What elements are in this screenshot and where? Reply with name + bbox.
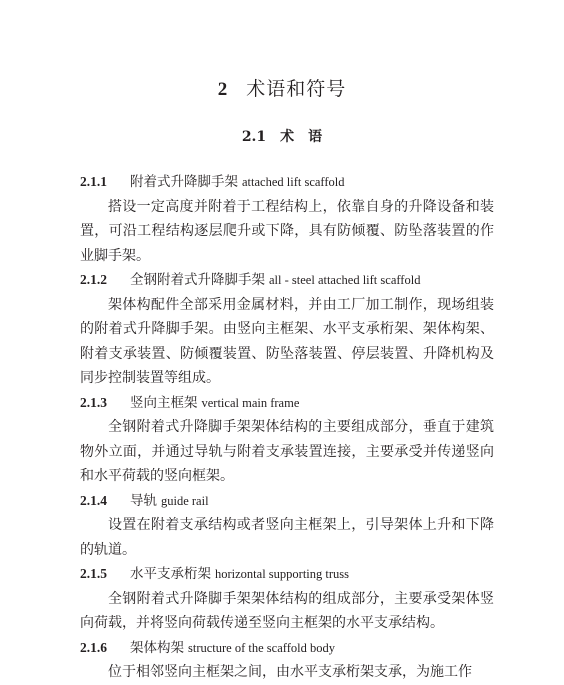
term-english: horizontal supporting truss xyxy=(215,567,350,581)
term-heading xyxy=(80,636,494,661)
term-definition: 全钢附着式升降脚手架架体结构的组成部分，主要承受架体竖向荷载，并将竖向荷载传递至竖向主框架的水平支承结构。 xyxy=(80,590,494,631)
term-definition: 架体构配件全部采用金属材料，并由工厂加工制作，现场组装的附着式升降脚手架。由竖向主框架、水平支承桁架、架体构架、附着支承装置、防倾覆装置、防坠落装置、停层装置、升降机构及同步控制装置等组成。 xyxy=(80,296,494,386)
term-heading xyxy=(80,562,494,587)
term-heading xyxy=(80,170,494,195)
term-number: 2.1.5 xyxy=(80,566,107,581)
term-definition: 设置在附着支承结构或者竖向主框架上，引导架体上升和下降的轨道。 xyxy=(80,517,494,558)
term-english: guide rail xyxy=(161,493,209,508)
term-definition: 搭设一定高度并附着于工程结构上，依靠自身的升降设备和装置，可沿工程结构逐层爬升或下降，具有防倾覆、防坠落装置的作业脚手架。 xyxy=(80,198,494,264)
term-english: attached lift scaffold xyxy=(242,175,345,189)
term-chinese: 水平支承桁架 xyxy=(130,566,211,582)
term-chinese: 导轨 xyxy=(130,492,157,509)
term-chinese: 全钢附着式升降脚手架 xyxy=(130,272,265,288)
chapter-heading xyxy=(0,74,564,101)
term-heading xyxy=(80,391,494,416)
section-number: 2.1 xyxy=(241,129,267,145)
term-number: 2.1.2 xyxy=(80,272,107,287)
term-heading xyxy=(80,489,494,514)
chapter-number: 2 xyxy=(217,79,229,100)
term-chinese: 附着式升降脚手架 xyxy=(130,174,238,190)
term-number: 2.1.3 xyxy=(80,394,107,410)
term-english: structure of the scaffold body xyxy=(188,640,335,655)
chapter-title: 术语和符号 xyxy=(246,78,347,100)
term-definition: 全钢附着式升降脚手架架体结构的主要组成部分，垂直于建筑物外立面，并通过导轨与附着支承装置连接，主要承受并传递竖向和水平荷载的竖向框架。 xyxy=(80,419,494,484)
section-heading xyxy=(0,126,564,146)
term-english: vertical main frame xyxy=(201,395,300,410)
term-heading xyxy=(80,268,494,293)
term-chinese: 架体构架 xyxy=(130,639,184,656)
term-chinese: 竖向主框架 xyxy=(130,394,198,411)
section-title: 术 语 xyxy=(280,129,323,145)
term-definition: 位于相邻竖向主框架之间，由水平支承桁架支承，为施工作 xyxy=(108,664,472,680)
term-number: 2.1.1 xyxy=(80,174,107,189)
term-english: all - steel attached lift scaffold xyxy=(269,273,421,287)
term-number: 2.1.6 xyxy=(80,639,107,655)
terms-list xyxy=(80,170,494,685)
term-number: 2.1.4 xyxy=(80,492,107,508)
